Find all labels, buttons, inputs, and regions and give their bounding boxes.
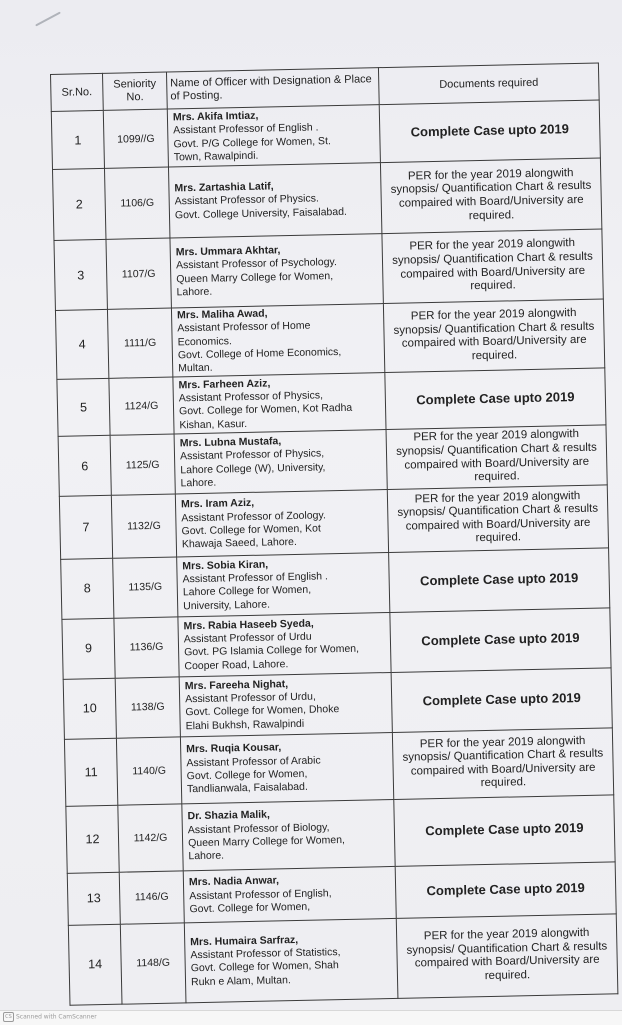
camscanner-logo-icon: CS xyxy=(3,1012,14,1022)
cell-seniority-no: 1146/G xyxy=(119,871,184,924)
table-row xyxy=(59,485,608,559)
header-documents-required: Documents required xyxy=(378,63,599,105)
officer-detail-line: Govt. College for Women, Kot Radha xyxy=(178,402,353,418)
officer-detail-line: Tandlianwala, Faisalabad. xyxy=(186,780,308,796)
table-row xyxy=(54,229,603,310)
officer-name: Mrs. Iram Aziz, xyxy=(180,497,255,511)
cell-officer-details xyxy=(178,612,391,676)
per-requirement-text: PER for the year 2019 alongwith synopsis/ Quantification Chart & results compaired with Board/University are required. xyxy=(390,166,592,222)
cell-documents-required xyxy=(392,728,613,800)
officer-name: Mrs. Akifa Imtiaz, xyxy=(172,109,259,124)
officer-name: Mrs. Sobia Kiran, xyxy=(182,558,269,573)
cell-sr-no: 5 xyxy=(57,379,110,437)
officer-detail-line: Lahore College (W), University, xyxy=(180,460,326,477)
officer-detail-line: Economics. xyxy=(177,334,233,348)
cell-officer-details xyxy=(171,304,384,378)
officer-detail-line: Queen Marry College for Women, xyxy=(176,269,334,285)
officer-detail-line: Govt. College for Women, Kot xyxy=(181,522,321,538)
cell-seniority-no: 1099//G xyxy=(103,109,168,168)
officer-name: Mrs. Ummara Akhtar, xyxy=(175,244,281,259)
officer-name: Mrs. Fareeha Nighat, xyxy=(184,677,289,693)
officer-detail-line: Queen Marry College for Women, xyxy=(188,833,346,850)
officer-name: Mrs. Zartashia Latif, xyxy=(174,180,274,195)
cell-seniority-no: 1135/G xyxy=(113,557,178,618)
cell-sr-no: 12 xyxy=(66,805,119,873)
cell-documents-required xyxy=(379,100,600,163)
officer-detail-line: Govt. College for Women, Dhoke xyxy=(185,703,340,719)
officer-detail-line: Multan. xyxy=(178,361,213,375)
cell-officer-details xyxy=(167,105,380,167)
cell-sr-no: 8 xyxy=(61,558,114,619)
complete-case-text: Complete Case upto 2019 xyxy=(426,879,585,898)
officer-detail-line: Rukn e Alam, Multan. xyxy=(190,973,291,988)
complete-case-text: Complete Case upto 2019 xyxy=(410,120,570,140)
cell-documents-required xyxy=(395,862,616,919)
officer-detail-line: Lahore College for Women, xyxy=(182,584,312,599)
per-requirement-text: PER for the year 2019 alongwith synopsis/ Quantification Chart & results compaired with Board/University are required. xyxy=(392,237,593,293)
officer-detail-line: Assistant Professor of Arabic xyxy=(186,754,321,769)
cell-documents-required xyxy=(390,608,611,673)
cell-seniority-no: 1124/G xyxy=(109,377,174,435)
complete-case-text: Complete Case upto 2019 xyxy=(422,689,581,708)
header-seniority-no: Seniority No. xyxy=(102,72,167,110)
cell-sr-no: 7 xyxy=(59,495,112,559)
cell-documents-required xyxy=(396,914,618,999)
officer-name: Mrs. Lubna Mustafa, xyxy=(179,435,282,450)
scanner-watermark xyxy=(3,1012,97,1022)
cell-officer-details xyxy=(174,430,387,494)
cell-seniority-no: 1140/G xyxy=(116,737,181,805)
complete-case-text: Complete Case upto 2019 xyxy=(419,569,579,588)
pen-mark xyxy=(35,12,61,27)
table-row xyxy=(68,914,618,1005)
officer-name: Mrs. Ruqia Kousar, xyxy=(186,741,282,756)
officer-detail-line: Govt. PG Islamia College for Women, xyxy=(184,643,360,659)
cell-seniority-no: 1132/G xyxy=(111,494,176,558)
cell-officer-details xyxy=(184,918,398,1002)
cell-officer-details xyxy=(177,552,390,616)
per-requirement-text: PER for the year 2019 alongwith synopsis/ Quantification Chart & results compaired with Board/University are required. xyxy=(396,428,597,484)
header-sr-no: Sr.No. xyxy=(51,73,104,111)
officer-detail-line: Cooper Road, Lahore. xyxy=(184,657,289,672)
complete-case-text: Complete Case upto 2019 xyxy=(416,388,575,408)
cell-documents-required xyxy=(389,548,610,613)
cell-sr-no: 14 xyxy=(68,924,122,1005)
table-row xyxy=(55,299,604,380)
officer-detail-line: Assistant Professor of Biology, xyxy=(187,820,330,836)
complete-case-text: Complete Case upto 2019 xyxy=(421,629,580,648)
cell-sr-no: 13 xyxy=(67,872,120,925)
officer-detail-line: Assistant Professor of Urdu, xyxy=(185,690,316,706)
cell-seniority-no: 1106/G xyxy=(104,167,169,239)
officer-name: Mrs. Maliha Awad, xyxy=(176,307,268,322)
officer-detail-line: Assistant Professor of Physics. xyxy=(174,192,319,208)
cell-officer-details xyxy=(170,234,383,308)
officer-detail-line: University, Lahore. xyxy=(183,598,271,612)
cell-sr-no: 3 xyxy=(54,239,107,310)
cell-officer-details xyxy=(175,489,388,556)
table-body xyxy=(51,100,618,1005)
cell-officer-details xyxy=(182,799,395,870)
header-officer-name: Name of Officer with Designation & Place of Posting. xyxy=(166,68,379,109)
officer-detail-line: Town, Rawalpindi. xyxy=(173,149,259,164)
officer-documents-table xyxy=(50,63,618,1006)
officer-detail-line: Elahi Bukhsh, Rawalpindi xyxy=(185,717,305,732)
per-requirement-text: PER for the year 2019 alongwith synopsis/ Quantification Chart & results compaired with Board/University are required. xyxy=(393,307,595,363)
officer-detail-line: Lahore. xyxy=(176,285,213,299)
per-requirement-text: PER for the year 2019 alongwith synopsis/ Quantification Chart & results compaired with Board/University are required. xyxy=(402,734,604,790)
officer-detail-line: Govt. College for Women, Shah xyxy=(190,959,339,975)
officer-detail-line: Khawaja Saeed, Lahore. xyxy=(181,536,297,551)
complete-case-text: Complete Case upto 2019 xyxy=(425,820,584,839)
cell-seniority-no: 1142/G xyxy=(118,804,183,872)
officer-detail-line: Assistant Professor of Physics, xyxy=(179,447,325,463)
officer-detail-line: Assistant Professor of Psychology. xyxy=(175,256,338,272)
cell-seniority-no: 1125/G xyxy=(110,434,175,495)
cell-seniority-no: 1107/G xyxy=(106,238,171,309)
officer-detail-line: Govt. P/G College for Women, St. xyxy=(173,134,331,150)
cell-documents-required xyxy=(391,668,612,733)
cell-sr-no: 9 xyxy=(62,618,115,679)
cell-officer-details xyxy=(168,163,381,238)
officer-name: Dr. Shazia Malik, xyxy=(187,808,270,823)
cell-sr-no: 11 xyxy=(64,738,117,806)
officer-detail-line: Assistant Professor of English, xyxy=(189,886,332,902)
officer-name: Mrs. Farheen Aziz, xyxy=(178,377,271,392)
officer-detail-line: Assistant Professor of Urdu xyxy=(183,630,312,646)
officer-detail-line: Assistant Professor of Home xyxy=(177,319,311,335)
table-row xyxy=(52,158,601,240)
cell-documents-required xyxy=(386,425,607,489)
officer-detail-line: Govt. College University, Faisalabad. xyxy=(174,205,348,222)
cell-documents-required xyxy=(385,368,606,430)
officer-detail-line: Govt. College for Women, xyxy=(186,767,308,783)
officer-table-sheet xyxy=(50,62,622,1005)
officer-detail-line: Assistant Professor of English . xyxy=(182,570,329,586)
cell-sr-no: 1 xyxy=(51,110,104,169)
cell-documents-required xyxy=(383,299,604,373)
officer-detail-line: Lahore. xyxy=(180,476,217,490)
cell-officer-details xyxy=(179,672,392,736)
cell-officer-details xyxy=(173,373,386,434)
cell-documents-required xyxy=(387,485,608,553)
officer-detail-line: Lahore. xyxy=(188,849,225,863)
officer-detail-line: Assistant Professor of English . xyxy=(173,121,319,137)
officer-name: Mrs. Nadia Anwar, xyxy=(188,874,280,889)
table-row xyxy=(66,795,615,873)
cell-seniority-no: 1138/G xyxy=(115,677,180,738)
cell-sr-no: 2 xyxy=(52,168,105,240)
cell-sr-no: 4 xyxy=(55,309,108,380)
cell-sr-no: 10 xyxy=(63,678,116,739)
table-row xyxy=(64,728,613,806)
officer-detail-line: Govt. College of Home Economics, xyxy=(177,345,342,362)
officer-detail-line: Assistant Professor of Physics, xyxy=(178,389,324,405)
cell-officer-details xyxy=(180,732,393,803)
officer-detail-line: Assistant Professor of Statistics, xyxy=(190,946,341,962)
cell-documents-required xyxy=(382,229,603,304)
officer-name: Mrs. Rabia Haseeb Syeda, xyxy=(183,617,314,633)
cell-officer-details xyxy=(183,866,396,922)
scanner-text: Scanned with CamScanner xyxy=(16,1013,97,1021)
cell-seniority-no: 1111/G xyxy=(107,308,172,379)
officer-detail-line: Kishan, Kasur. xyxy=(179,417,248,432)
officer-detail-line: Govt. College for Women, xyxy=(189,900,311,916)
officer-name: Mrs. Humaira Sarfraz, xyxy=(190,933,299,949)
cell-documents-required xyxy=(394,795,615,867)
per-requirement-text: PER for the year 2019 alongwith synopsis/ Quantification Chart & results compaired with Board/University are required. xyxy=(397,489,599,545)
cell-seniority-no: 1136/G xyxy=(114,617,179,678)
cell-sr-no: 6 xyxy=(58,436,111,496)
per-requirement-text: PER for the year 2019 alongwith synopsis/ Quantification Chart & results compaired with Board/University are required. xyxy=(406,927,608,983)
cell-seniority-no: 1148/G xyxy=(120,923,186,1004)
cell-documents-required xyxy=(380,158,601,234)
officer-detail-line: Assistant Professor of Zoology. xyxy=(181,508,326,524)
